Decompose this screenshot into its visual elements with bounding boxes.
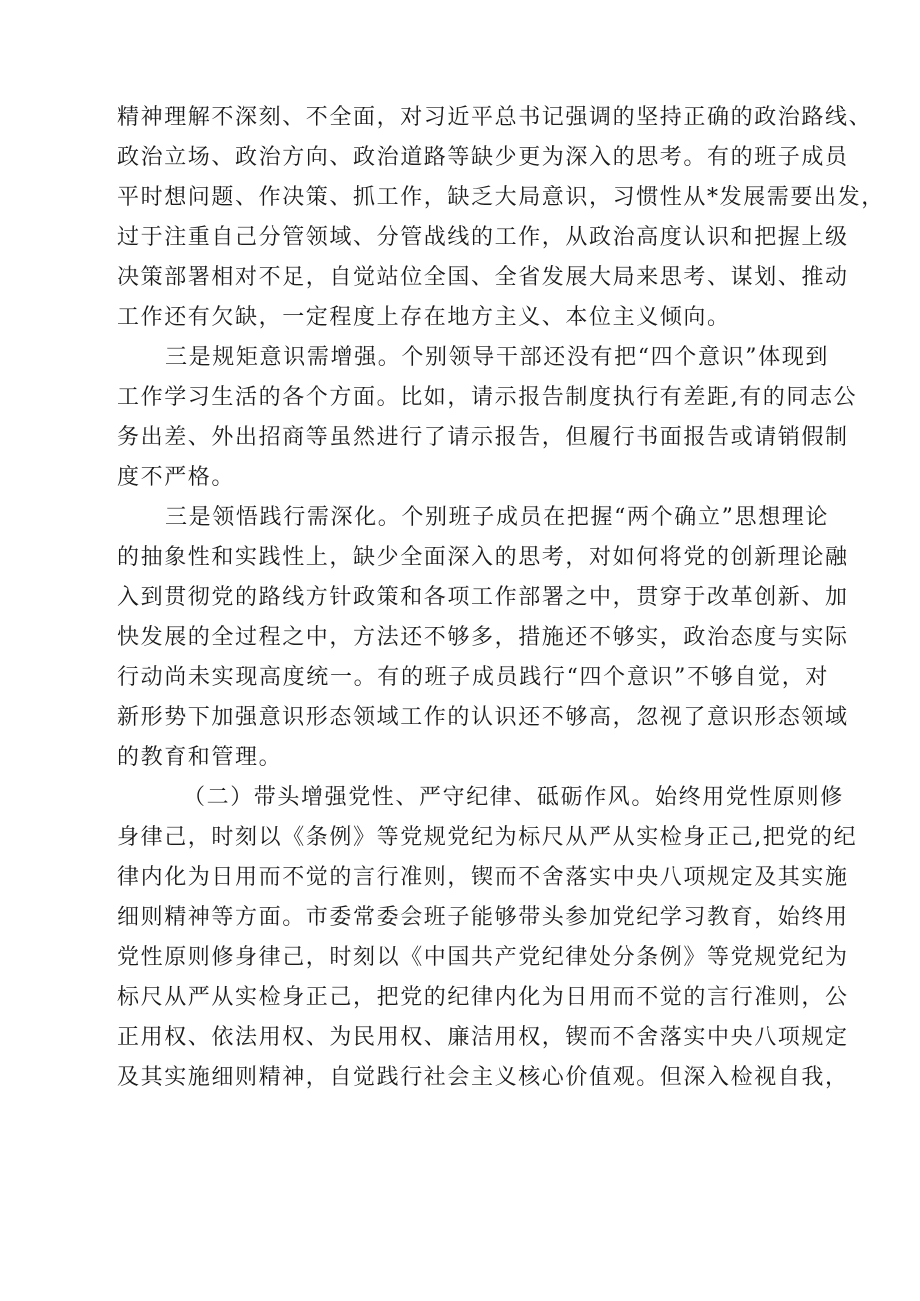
- paragraph-rules-awareness: [117, 338, 858, 498]
- text-line: 的抽象性和实践性上，缺少全面深入的思考，对如何将党的创新理论融: [117, 545, 849, 570]
- text-line: 决策部署相对不足，自觉站位全国、全省发展大局来思考、谋划、推动: [117, 265, 849, 290]
- text-line: 身律己，时刻以《条例》等党规党纪为标尺从严从实检身正己,把党的纪: [117, 825, 858, 850]
- text-line: 新形势下加强意识形态领域工作的认识还不够高，忽视了意识形态领域: [117, 705, 849, 730]
- text-line: 务出差、外出招商等虽然进行了请示报告，但履行书面报告或请销假制: [117, 425, 849, 450]
- text-line: 工作还有欠缺，一定程度上存在地方主义、本位主义倾向。: [117, 305, 731, 330]
- text-line: 标尺从严从实检身正己，把党的纪律内化为日用而不觉的言行准则，公: [117, 985, 849, 1010]
- document-body: [117, 98, 885, 1098]
- section-heading-line: （二）带头增强党性、严守纪律、砥砺作风。始终用党性原则修: [183, 785, 844, 810]
- paragraph-political-awareness: [117, 98, 885, 338]
- text-line: 度不严格。: [117, 465, 236, 490]
- text-line: 三是规矩意识需增强。个别领导干部还没有把“四个意识”体现到: [165, 345, 829, 370]
- text-line: 工作学习生活的各个方面。比如，请示报告制度执行有差距,有的同志公: [117, 385, 858, 410]
- text-line: 过于注重自己分管领域、分管战线的工作，从政治高度认识和把握上级: [117, 225, 849, 250]
- text-line: 入到贯彻党的路线方针政策和各项工作部署之中，贯穿于改革创新、加: [117, 585, 849, 610]
- text-line: 三是领悟践行需深化。个别班子成员在把握“两个确立”思想理论: [165, 505, 829, 530]
- paragraph-understanding-practice: [117, 498, 849, 778]
- text-line: 快发展的全过程之中，方法还不够多，措施还不够实，政治态度与实际: [117, 625, 849, 650]
- text-line: 精神理解不深刻、不全面，对习近平总书记强调的坚持正确的政治路线、: [117, 105, 873, 130]
- text-line: 及其实施细则精神，自觉践行社会主义核心价值观。但深入检视自我，: [117, 1065, 849, 1090]
- text-line: 政治立场、政治方向、政治道路等缺少更为深入的思考。有的班子成员: [117, 145, 849, 170]
- text-line: 细则精神等方面。市委常委会班子能够带头参加党纪学习教育，始终用: [117, 905, 849, 930]
- text-line: 党性原则修身律己，时刻以《中国共产党纪律处分条例》等党规党纪为: [117, 945, 849, 970]
- text-line: 的教育和管理。: [117, 745, 283, 770]
- text-line: 平时想问题、作决策、抓工作，缺乏大局意识，习惯性从*发展需要出发，: [117, 185, 885, 210]
- paragraph-section-two: [117, 778, 858, 1098]
- text-line: 行动尚未实现高度统一。有的班子成员践行“四个意识”不够自觉，对: [117, 665, 829, 690]
- text-line: 律内化为日用而不觉的言行准则，锲而不舍落实中央八项规定及其实施: [117, 865, 849, 890]
- text-line: 正用权、依法用权、为民用权、廉洁用权，锲而不舍落实中央八项规定: [117, 1025, 849, 1050]
